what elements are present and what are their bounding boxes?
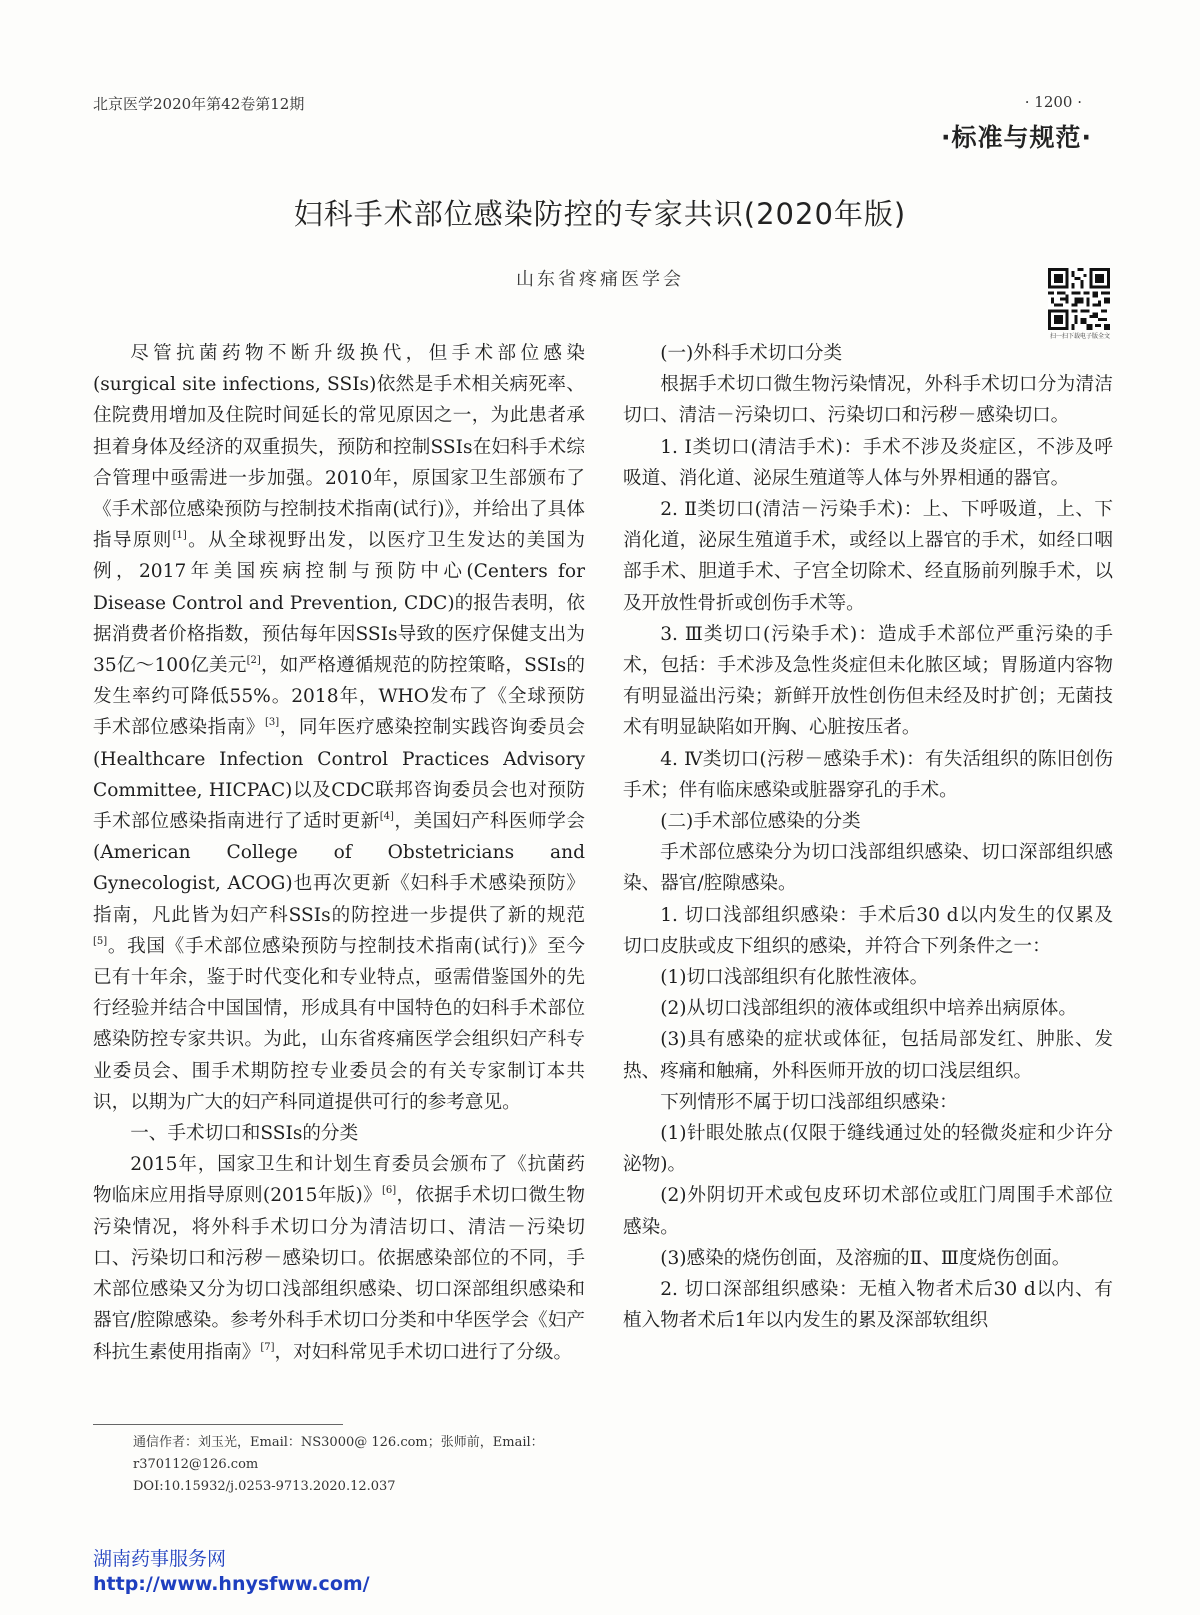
paragraph: 2. 切口深部组织感染：无植入物者术后30 d以内、有植入物者术后1年以内发生的累及深部软组织 bbox=[623, 1279, 1113, 1332]
intro-text-1: 尽管抗菌药物不断升级换代，但手术部位感染(surgical site infections, SSIs)依然是手术相关病死率、住院费用增加及住院时间延长的常见原因之一，为此患者承担着身体及经济的双重损失，预防和控制SSIs在妇科手术综合管理中亟需进一步加强。2010年，原国家卫生部颁布了《手术部位感染预防与控制技术指南(试行)》，并给出了具体指导原则 bbox=[93, 343, 585, 552]
paragraph: 3. Ⅲ类切口(污染手术)：造成手术部位严重污染的手术，包括：手术涉及急性炎症但未化脓区域；胃肠道内容物有明显溢出污染；新鲜开放性创伤但未经及时扩创；无菌技术有明显缺陷如开胸、心脏按压者。 bbox=[623, 623, 1113, 739]
intro-text-2: 。从全球视野出发，以医疗卫生发达的美国为例，2017年美国疾病控制与预防中心(Centers for Disease Control and Prevention, CDC)的报告表明，依据消费者价格指数，预估每年因SSIs导致的医疗保健支出为35亿～100亿美元 bbox=[93, 530, 585, 677]
intro-text-6: 。我国《手术部位感染预防与控制技术指南(试行)》至今已有十年余，鉴于时代变化和专业特点，亟需借鉴国外的先行经验并结合中国国情，形成具有中国特色的妇科手术部位感染防控专家共识。为此，山东省疼痛医学会组织妇产科专业委员会、围手术期防控专业委员会的有关专家制订本共识，以期为广大的妇产科同道提供可行的参考意见。 bbox=[93, 935, 585, 1113]
section-heading: 一、手术切口和SSIs的分类 bbox=[130, 1123, 359, 1145]
citation-ref: [2] bbox=[246, 655, 261, 667]
paragraph: (2)外阴切开术或包皮环切术部位或肛门周围手术部位感染。 bbox=[623, 1185, 1113, 1238]
citation-ref: [1] bbox=[172, 530, 187, 542]
intro-paragraph bbox=[93, 338, 585, 1118]
footnote-line: 通信作者：刘玉光，Email：NS3000@ 126.com；张师前，Email： bbox=[133, 1435, 544, 1450]
paragraph: 1. Ⅰ类切口(清洁手术)：手术不涉及炎症区，不涉及呼吸道、消化道、泌尿生殖道等人体与外界相通的器官。 bbox=[623, 436, 1113, 489]
citation-ref: [3] bbox=[265, 717, 280, 729]
paragraph: (1)切口浅部组织有化脓性液体。 bbox=[660, 967, 929, 989]
paragraph: (1)针眼处脓点(仅限于缝线通过处的轻微炎症和少许分泌物)。 bbox=[623, 1123, 1113, 1176]
paragraph: 2. Ⅱ类切口(清洁－污染手术)：上、下呼吸道，上、下消化道，泌尿生殖道手术，或经以上器官的手术，如经口咽部手术、胆道手术、子宫全切除术、经直肠前列腺手术，以及开放性骨折或创伤手术等。 bbox=[623, 499, 1113, 614]
paragraph: 下列情形不属于切口浅部组织感染： bbox=[660, 1091, 958, 1113]
subsection-heading: (二)手术部位感染的分类 bbox=[660, 811, 861, 833]
intro-text-4: ，同年医疗感染控制实践咨询委员会(Healthcare Infection Control Practices Advisory Committee, HICPAC)以及CDC联邦咨询委员会也对预防手术部位感染指南进行了适时更新 bbox=[93, 717, 585, 833]
paragraph: 手术部位感染分为切口浅部组织感染、切口深部组织感染、器官/腔隙感染。 bbox=[623, 842, 1113, 895]
page-number: · 1200 · bbox=[1024, 93, 1082, 111]
section-label: ·标准与规范· bbox=[941, 123, 1092, 152]
qr-code-icon bbox=[1048, 268, 1110, 330]
citation-ref: [6] bbox=[381, 1185, 397, 1197]
paragraph: (2)从切口浅部组织的液体或组织中培养出病原体。 bbox=[660, 998, 1077, 1020]
class-text-2: ，依据手术切口微生物污染情况，将外科手术切口分为清洁切口、清洁－污染切口、污染切口和污秽－感染切口。依据感染部位的不同，手术部位感染又分为切口浅部组织感染、切口深部组织感染和器官/腔隙感染。参考外科手术切口分类和中华医学会《妇产科抗生素使用指南》 bbox=[93, 1185, 585, 1363]
article-title: 妇科手术部位感染防控的专家共识(2020年版) bbox=[293, 197, 907, 231]
citation-ref: [5] bbox=[93, 935, 108, 947]
left-column bbox=[93, 338, 585, 1368]
watermark-name: 湖南药事服务网 bbox=[93, 1548, 227, 1570]
paragraph: 1. 切口浅部组织感染：手术后30 d以内发生的仅累及切口皮肤或皮下组织的感染，并符合下列条件之一： bbox=[623, 904, 1113, 957]
paragraph: (3)具有感染的症状或体征，包括局部发红、肿胀、发热、疼痛和触痛，外科医师开放的切口浅层组织。 bbox=[623, 1029, 1113, 1082]
footnote-divider bbox=[93, 1424, 343, 1425]
citation-ref: [7] bbox=[260, 1341, 275, 1353]
class-text-1: 2015年，国家卫生和计划生育委员会颁布了《抗菌药物临床应用指导原则(2015年版)》 bbox=[93, 1154, 585, 1207]
journal-header: 北京医学2020年第42卷第12期 bbox=[93, 95, 305, 113]
intro-text-5: ，美国妇产科医师学会(American College of Obstetricians and Gynecologist, ACOG)也再次更新《妇科手术感染预防》指南，凡此皆为妇产科SSIs的防控进一步提供了新的规范 bbox=[93, 811, 585, 926]
intro-text-3: ，如严格遵循规范的防控策略，SSIs的发生率约可降低55%。2018年，WHO发布了《全球预防手术部位感染指南》 bbox=[93, 655, 585, 739]
footnote bbox=[133, 1432, 593, 1498]
footnote-line: r370112@126.com bbox=[133, 1457, 259, 1472]
paragraph: 根据手术切口微生物污染情况，外科手术切口分为清洁切口、清洁－污染切口、污染切口和污秽－感染切口。 bbox=[623, 374, 1113, 427]
watermark bbox=[93, 1546, 370, 1596]
article-author: 山东省疼痛医学会 bbox=[516, 269, 684, 290]
qr-caption: 扫一扫下载电子版全文 bbox=[1049, 333, 1110, 340]
class-text-3: ，对妇科常见手术切口进行了分级。 bbox=[274, 1341, 573, 1363]
paragraph: (3)感染的烧伤创面，及溶痂的Ⅱ、Ⅲ度烧伤创面。 bbox=[660, 1247, 1071, 1269]
classification-paragraph bbox=[93, 1149, 585, 1367]
watermark-url[interactable]: http://www.hnysfww.com/ bbox=[93, 1573, 370, 1595]
subsection-heading: (一)外科手术切口分类 bbox=[660, 343, 843, 364]
paragraph: 4. Ⅳ类切口(污秽－感染手术)：有失活组织的陈旧创伤手术；伴有临床感染或脏器穿孔的手术。 bbox=[623, 748, 1113, 801]
right-column bbox=[623, 338, 1113, 1337]
citation-ref: [4] bbox=[379, 811, 394, 823]
footnote-doi: DOI:10.15932/j.0253-9713.2020.12.037 bbox=[133, 1479, 396, 1494]
